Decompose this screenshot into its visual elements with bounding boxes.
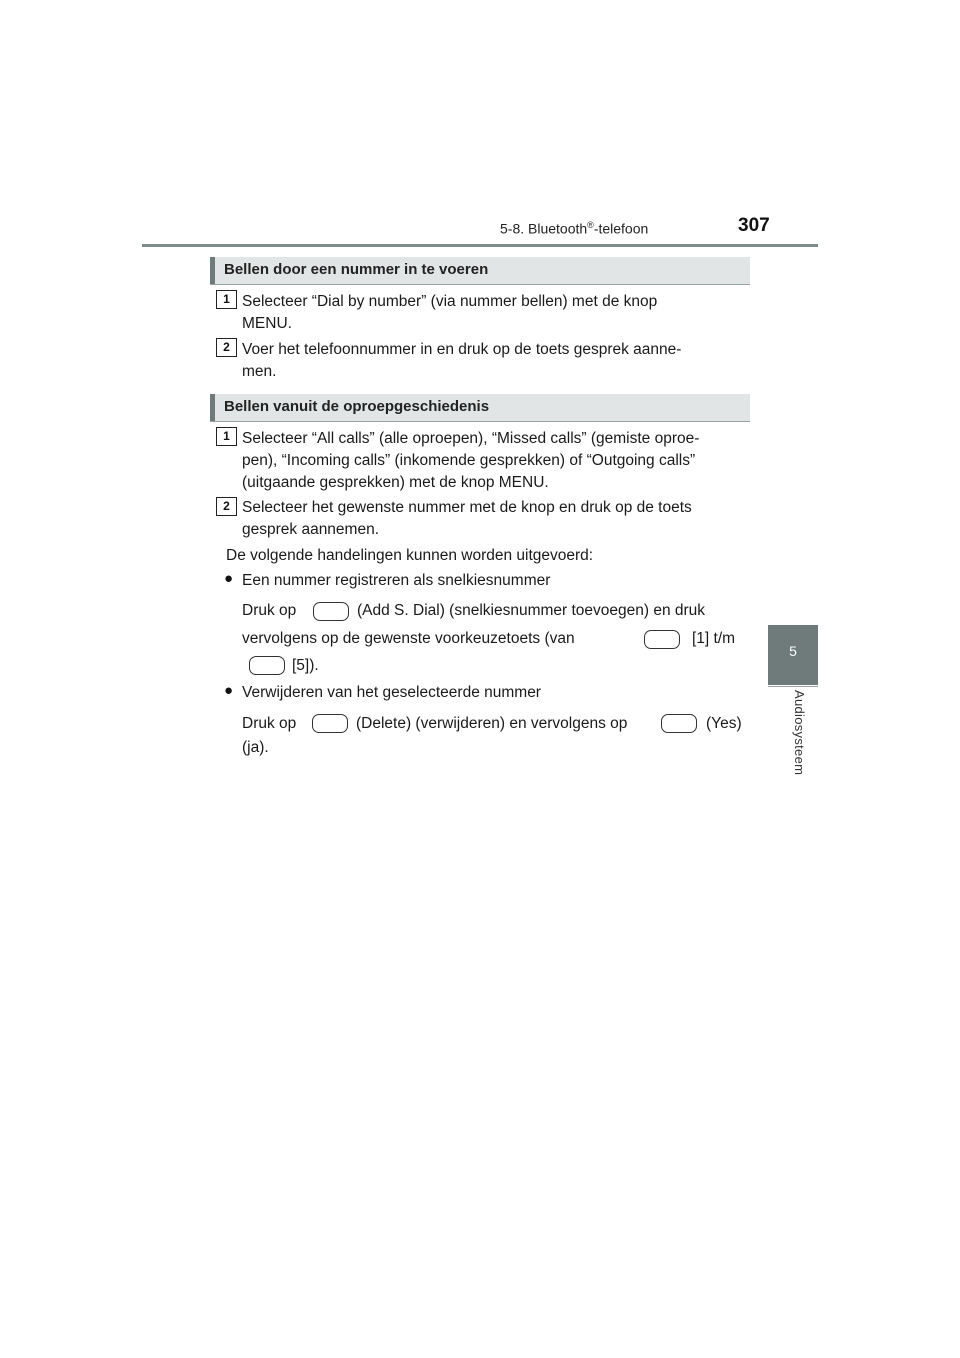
section-title: Bellen door een nummer in te voeren — [224, 261, 489, 278]
step-badge: 2 — [216, 497, 237, 516]
instruction-text: [1] t/m — [692, 630, 736, 647]
step-text-line: pen), “Incoming calls” (inkomende gesprekken) of “Outgoing calls” — [242, 452, 696, 469]
step-text-line: men. — [242, 363, 277, 380]
step-text-line: Voer het telefoonnummer in en druk op de toets gesprek aanne- — [242, 341, 682, 358]
page-number: 307 — [738, 215, 770, 236]
step-text-line: MENU. — [242, 315, 292, 332]
step-text-line: (uitgaande gesprekken) met de knop MENU. — [242, 474, 549, 491]
section-prefix: 5-8. Bluetooth — [500, 220, 588, 237]
bullet-icon: ● — [224, 570, 234, 587]
instruction-text: Druk op — [242, 715, 297, 732]
chapter-tab-divider — [768, 686, 818, 687]
step-text-line: gesprek aannemen. — [242, 521, 380, 538]
step-text-line: Selecteer het gewenste nummer met de knop en druk op de toets — [242, 499, 692, 516]
instruction-text: (Delete) (verwijderen) en vervolgens op — [356, 715, 628, 732]
registered-mark: ® — [587, 220, 594, 230]
section-heading-dial-number — [210, 257, 750, 285]
delete-button-icon — [312, 714, 348, 733]
instruction-text: [5]). — [292, 657, 319, 674]
instruction-text: vervolgens op de gewenste voorkeuzetoets (van — [242, 630, 575, 647]
step-text-line: Selecteer “All calls” (alle oproepen), “Missed calls” (gemiste oproe- — [242, 430, 700, 447]
instruction-text: (Add S. Dial) (snelkiesnummer toevoegen) en druk — [357, 602, 706, 619]
preset-button-1-icon — [644, 630, 680, 649]
bullet-title: Verwijderen van het geselecteerde nummer — [242, 684, 541, 701]
preset-button-5-icon — [249, 656, 285, 675]
bullet-title: Een nummer registreren als snelkiesnummer — [242, 572, 551, 589]
section-title: Bellen vanuit de oproepgeschiedenis — [224, 398, 490, 415]
instruction-text: (ja). — [242, 739, 269, 756]
add-speed-dial-button-icon — [313, 602, 349, 621]
step-text-line: Selecteer “Dial by number” (via nummer bellen) met de knop — [242, 293, 658, 310]
chapter-label: Audiosysteem — [792, 690, 807, 776]
yes-button-icon — [661, 714, 697, 733]
step-badge: 1 — [216, 427, 237, 446]
intro-text: De volgende handelingen kunnen worden uitgevoerd: — [226, 547, 594, 564]
chapter-number: 5 — [789, 643, 797, 659]
section-suffix: -telefoon — [593, 220, 649, 237]
header-rule — [142, 244, 818, 247]
instruction-text: (Yes) — [706, 715, 742, 732]
bullet-icon: ● — [224, 682, 234, 699]
step-badge: 2 — [216, 338, 237, 357]
section-heading-call-history — [210, 394, 750, 422]
running-header — [500, 220, 648, 237]
step-badge: 1 — [216, 290, 237, 309]
instruction-text: Druk op — [242, 602, 297, 619]
